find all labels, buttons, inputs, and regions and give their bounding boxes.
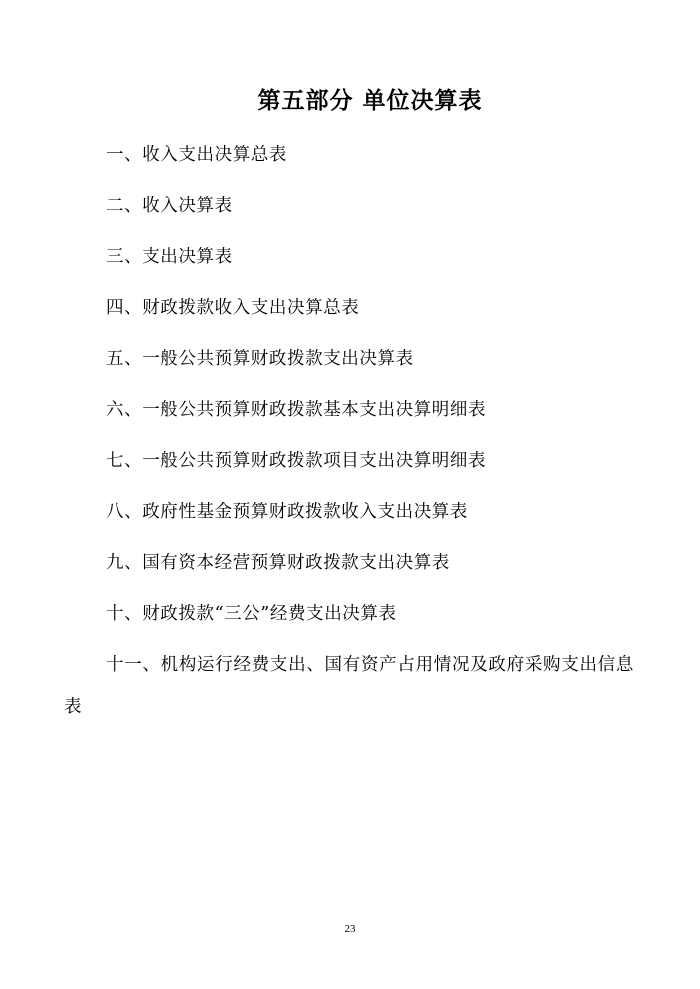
toc-item: 十一、机构运行经费支出、国有资产占用情况及政府采购支出信息表 xyxy=(64,655,634,717)
toc-item: 三、支出决算表 xyxy=(106,247,233,267)
toc-item: 六、一般公共预算财政拨款基本支出决算明细表 xyxy=(106,400,487,420)
table-of-contents xyxy=(64,138,634,745)
toc-item: 五、一般公共预算财政拨款支出决算表 xyxy=(106,349,414,369)
toc-item: 一、收入支出决算总表 xyxy=(106,145,287,165)
toc-item: 七、一般公共预算财政拨款项目支出决算明细表 xyxy=(106,451,487,471)
toc-item: 八、政府性基金预算财政拨款收入支出决算表 xyxy=(106,502,468,522)
toc-item: 四、财政拨款收入支出决算总表 xyxy=(106,298,360,318)
toc-item: 十、财政拨款“三公”经费支出决算表 xyxy=(106,604,397,624)
page-title: 第五部分 单位决算表 xyxy=(257,87,483,114)
toc-item: 二、收入决算表 xyxy=(106,196,233,216)
toc-item: 九、国有资本经营预算财政拨款支出决算表 xyxy=(106,553,450,573)
page-number: 23 xyxy=(344,923,356,935)
